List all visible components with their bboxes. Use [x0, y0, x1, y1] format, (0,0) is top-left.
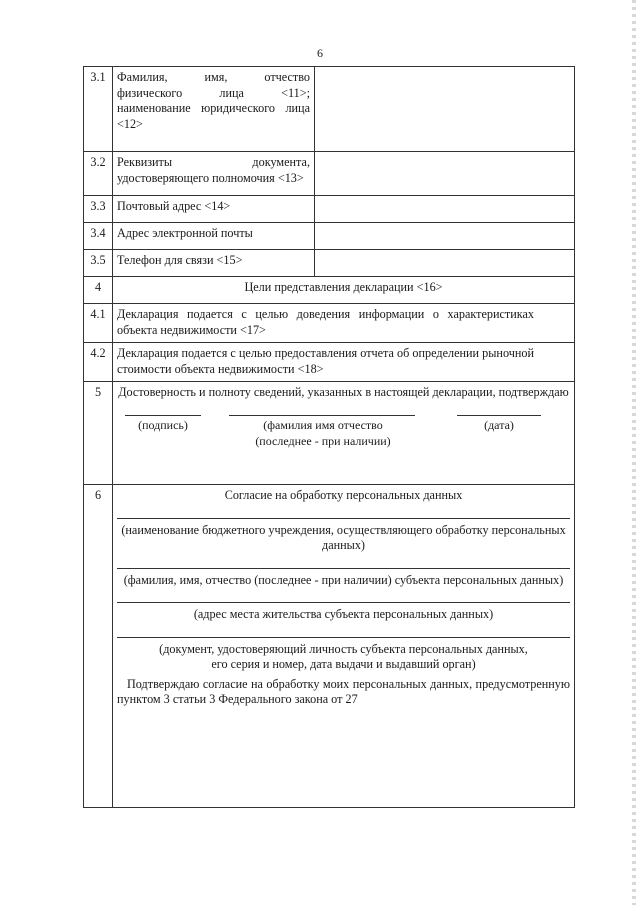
- address-caption: (адрес места жительства субъекта персональных данных): [193, 607, 494, 621]
- row-4-1: [84, 304, 575, 343]
- declaration-table: [83, 66, 575, 808]
- row-label: Реквизиты документа, удостоверяющего полномочия <13>: [113, 152, 315, 196]
- scan-edge: [632, 0, 636, 905]
- row-number: 3.1: [84, 67, 113, 152]
- row-number: 3.3: [84, 196, 113, 223]
- entry-field[interactable]: [315, 196, 575, 223]
- signature-line[interactable]: [125, 415, 201, 416]
- row-5: [84, 382, 575, 485]
- row-4: [84, 277, 575, 304]
- date-line[interactable]: [457, 415, 541, 416]
- consent-paragraph: Подтверждаю согласие на обработку моих персональных данных, предусмотренную пунктом 3 статьи 3 Федерального закона от 27: [117, 676, 570, 706]
- purpose-option[interactable]: Декларация подается с целью предоставления отчета об определении рыночной стоимости объекта недвижимости <18>: [113, 343, 575, 382]
- signature-caption: (подпись): [138, 417, 188, 432]
- row-number: 4.2: [84, 343, 113, 382]
- name-line[interactable]: [229, 415, 415, 416]
- row-3-3: [84, 196, 575, 223]
- signature-block: [117, 405, 570, 465]
- subject-name-line[interactable]: [117, 568, 570, 569]
- page-number: 6: [317, 46, 323, 60]
- date-caption: (дата): [484, 417, 514, 432]
- row-3-5: [84, 250, 575, 277]
- row-label: Фамилия, имя, отчество физического лица <11>; наименование юридического лица <12>: [113, 67, 315, 152]
- document-line[interactable]: [117, 637, 570, 638]
- subject-name-caption: (фамилия, имя, отчество (последнее - при наличии) субъекта персональных данных): [123, 572, 564, 587]
- entry-field[interactable]: [315, 67, 575, 152]
- row-number: 4.1: [84, 304, 113, 343]
- entry-field[interactable]: [315, 223, 575, 250]
- section-title: Цели представления декларации <16>: [113, 277, 575, 304]
- row-4-2: [84, 343, 575, 382]
- row-label: Почтовый адрес <14>: [113, 196, 315, 223]
- row-number: 5: [84, 382, 113, 485]
- document-caption-2: его серия и номер, дата выдачи и выдавший орган): [211, 657, 476, 671]
- confirmation-text: Достоверность и полноту сведений, указанных в настоящей декларации, подтверждаю: [118, 385, 569, 399]
- entry-field[interactable]: [315, 152, 575, 196]
- name-caption-2: (последнее - при наличии): [255, 433, 391, 448]
- row-number: 6: [84, 485, 113, 808]
- consent-title: Согласие на обработку персональных данных: [224, 488, 463, 502]
- document-caption-1: (документ, удостоверяющий личность субъекта персональных данных,: [159, 641, 528, 656]
- row-label: Адрес электронной почты: [113, 223, 315, 250]
- entry-field[interactable]: [315, 250, 575, 277]
- row-number: 3.2: [84, 152, 113, 196]
- row-3-2: [84, 152, 575, 196]
- row-6: [84, 485, 575, 808]
- row-3-4: [84, 223, 575, 250]
- row-3-1: [84, 67, 575, 152]
- institution-caption: (наименование бюджетного учреждения, осуществляющего обработку персональных данных): [121, 522, 566, 552]
- row-number: 3.5: [84, 250, 113, 277]
- institution-line[interactable]: [117, 518, 570, 519]
- purpose-option[interactable]: Декларация подается с целью доведения информации о характеристиках объекта недвижимости <17>: [113, 304, 575, 343]
- address-line[interactable]: [117, 602, 570, 603]
- name-caption-1: (фамилия имя отчество: [263, 417, 383, 432]
- row-number: 4: [84, 277, 113, 304]
- row-number: 3.4: [84, 223, 113, 250]
- row-label: Телефон для связи <15>: [113, 250, 315, 277]
